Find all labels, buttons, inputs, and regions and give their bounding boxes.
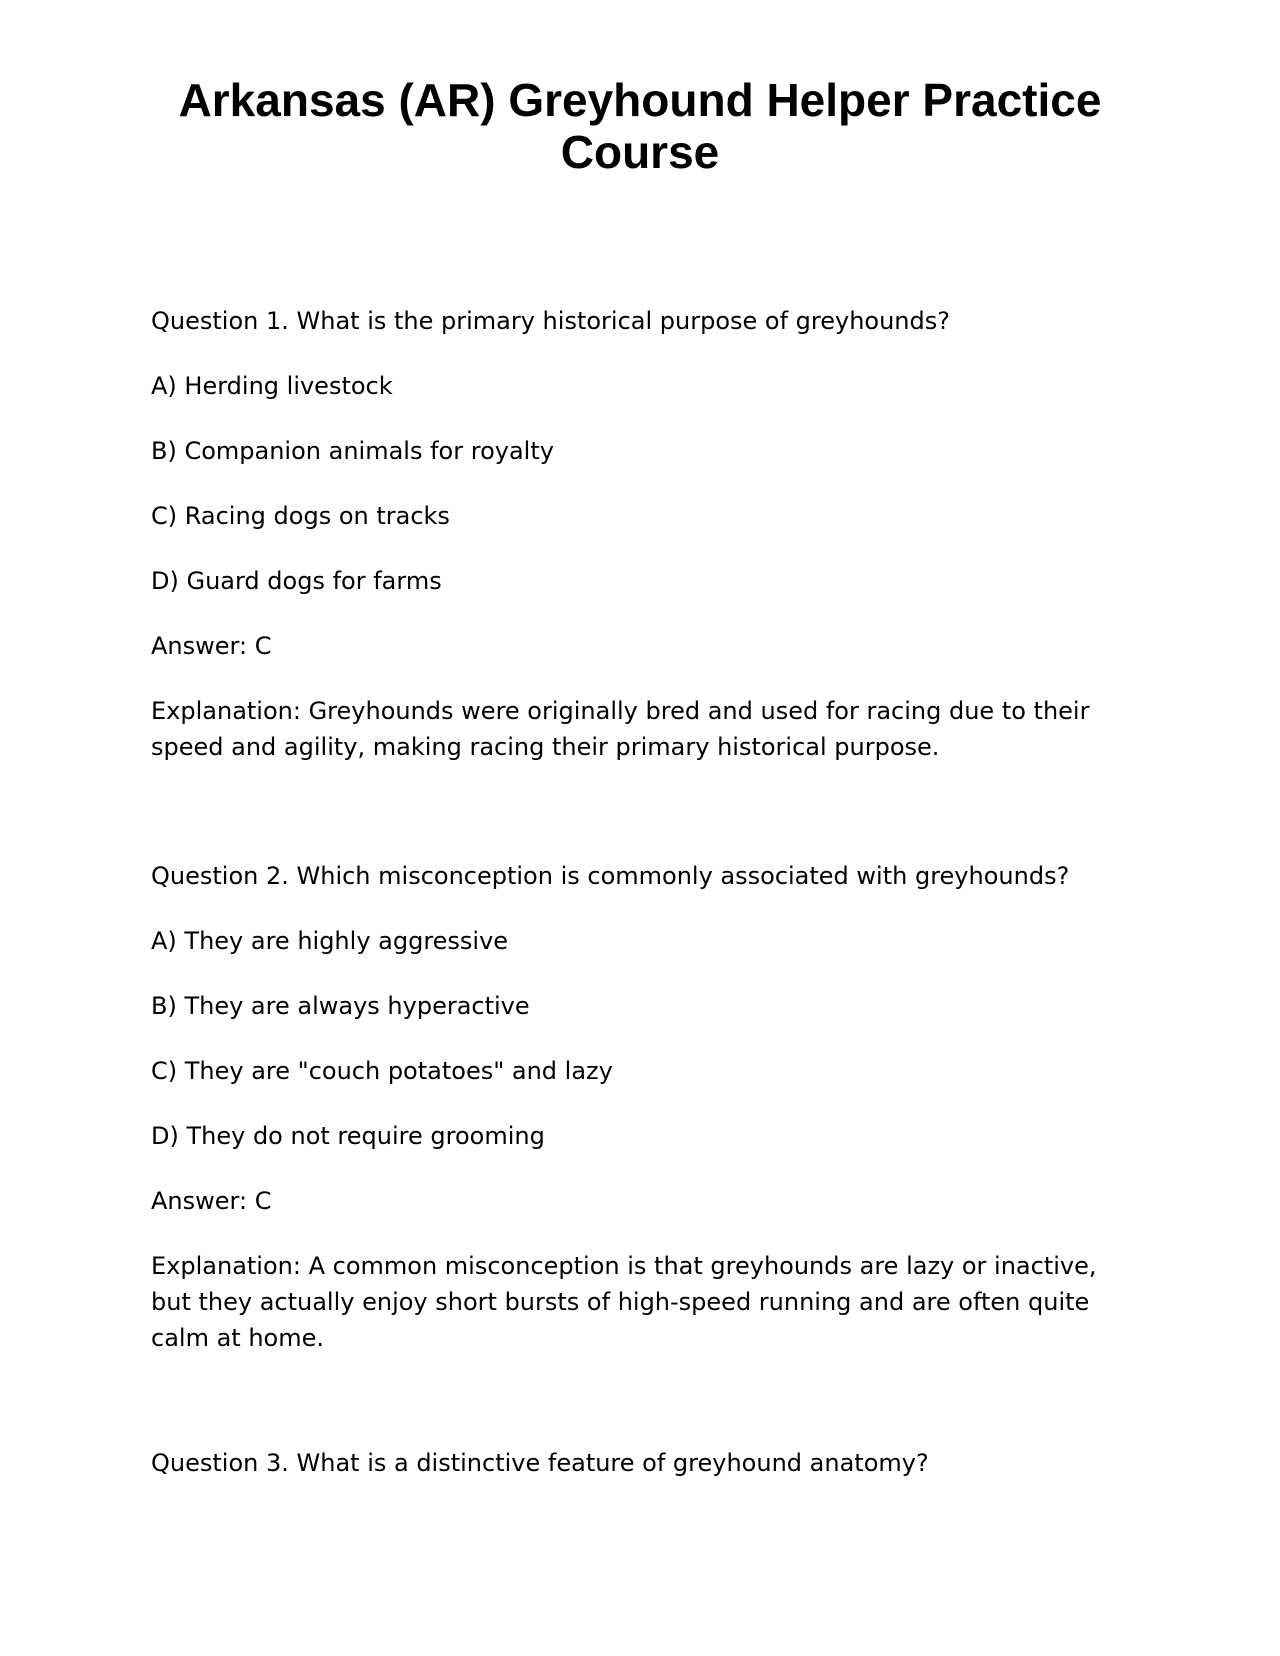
option-d: D) Guard dogs for farms bbox=[151, 567, 442, 595]
document-title: Arkansas (AR) Greyhound Helper Practice Course bbox=[178, 74, 1102, 178]
question-text: Question 3. What is a distinctive feature of greyhound anatomy? bbox=[151, 1449, 929, 1477]
option-c: C) Racing dogs on tracks bbox=[151, 502, 450, 530]
answer-text: Answer: C bbox=[151, 1187, 272, 1215]
explanation-text: Explanation: A common misconception is that greyhounds are lazy or inactive, but they actually enjoy short bursts of high-speed running and are often quite calm at home. bbox=[151, 1252, 1097, 1352]
option-b: B) They are always hyperactive bbox=[151, 992, 530, 1020]
option-d: D) They do not require grooming bbox=[151, 1122, 545, 1150]
question-text: Question 2. Which misconception is commonly associated with greyhounds? bbox=[151, 862, 1070, 890]
answer-text: Answer: C bbox=[151, 632, 272, 660]
question-block-3 bbox=[151, 1445, 1141, 1510]
question-block-2 bbox=[151, 858, 1141, 1385]
option-c: C) They are "couch potatoes" and lazy bbox=[151, 1057, 613, 1085]
option-a: A) Herding livestock bbox=[151, 372, 393, 400]
question-block-1 bbox=[151, 303, 1141, 794]
explanation-text: Explanation: Greyhounds were originally bred and used for racing due to their speed and agility, making racing their primary historical purpose. bbox=[151, 697, 1090, 761]
option-b: B) Companion animals for royalty bbox=[151, 437, 554, 465]
question-text: Question 1. What is the primary historical purpose of greyhounds? bbox=[151, 307, 950, 335]
option-a: A) They are highly aggressive bbox=[151, 927, 509, 955]
